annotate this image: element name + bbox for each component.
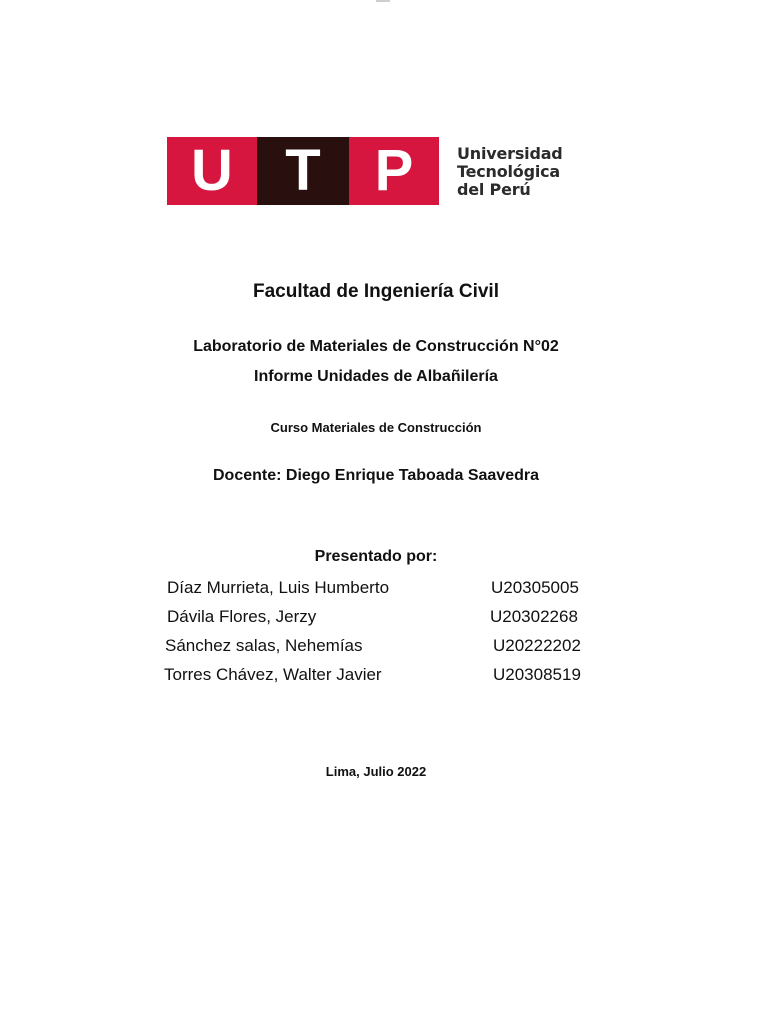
lab-title: Laboratorio de Materiales de Construcción N°02 — [193, 338, 559, 355]
logo-letter-t: T — [257, 137, 349, 205]
logo-letter-p: P — [349, 137, 439, 205]
student-code: U20308519 — [493, 665, 581, 684]
top-mark — [376, 0, 390, 2]
logo-name-line-1: Universidad — [457, 144, 563, 163]
course-name: Curso Materiales de Construcción — [270, 420, 482, 435]
student-code: U20222202 — [493, 636, 581, 655]
student-name: Torres Chávez, Walter Javier — [164, 665, 382, 684]
teacher-name: Docente: Diego Enrique Taboada Saavedra — [212, 467, 539, 484]
utp-logo — [167, 137, 587, 205]
logo-university-name — [457, 145, 563, 199]
student-code: U20305005 — [491, 578, 579, 597]
report-title: Informe Unidades de Albañilería — [254, 368, 498, 385]
logo-name-line-2: Tecnológica — [457, 162, 561, 181]
presented-by-label: Presentado por: — [314, 548, 438, 565]
student-name: Dávila Flores, Jerzy — [167, 607, 317, 626]
logo-name-line-3: del Perú — [457, 180, 531, 199]
student-code: U20302268 — [490, 607, 578, 626]
student-name: Díaz Murrieta, Luis Humberto — [167, 578, 390, 597]
faculty-title: Facultad de Ingeniería Civil — [252, 281, 499, 302]
logo-letter-u: U — [167, 137, 257, 205]
student-name: Sánchez salas, Nehemías — [165, 636, 363, 655]
place-date: Lima, Julio 2022 — [325, 764, 427, 779]
